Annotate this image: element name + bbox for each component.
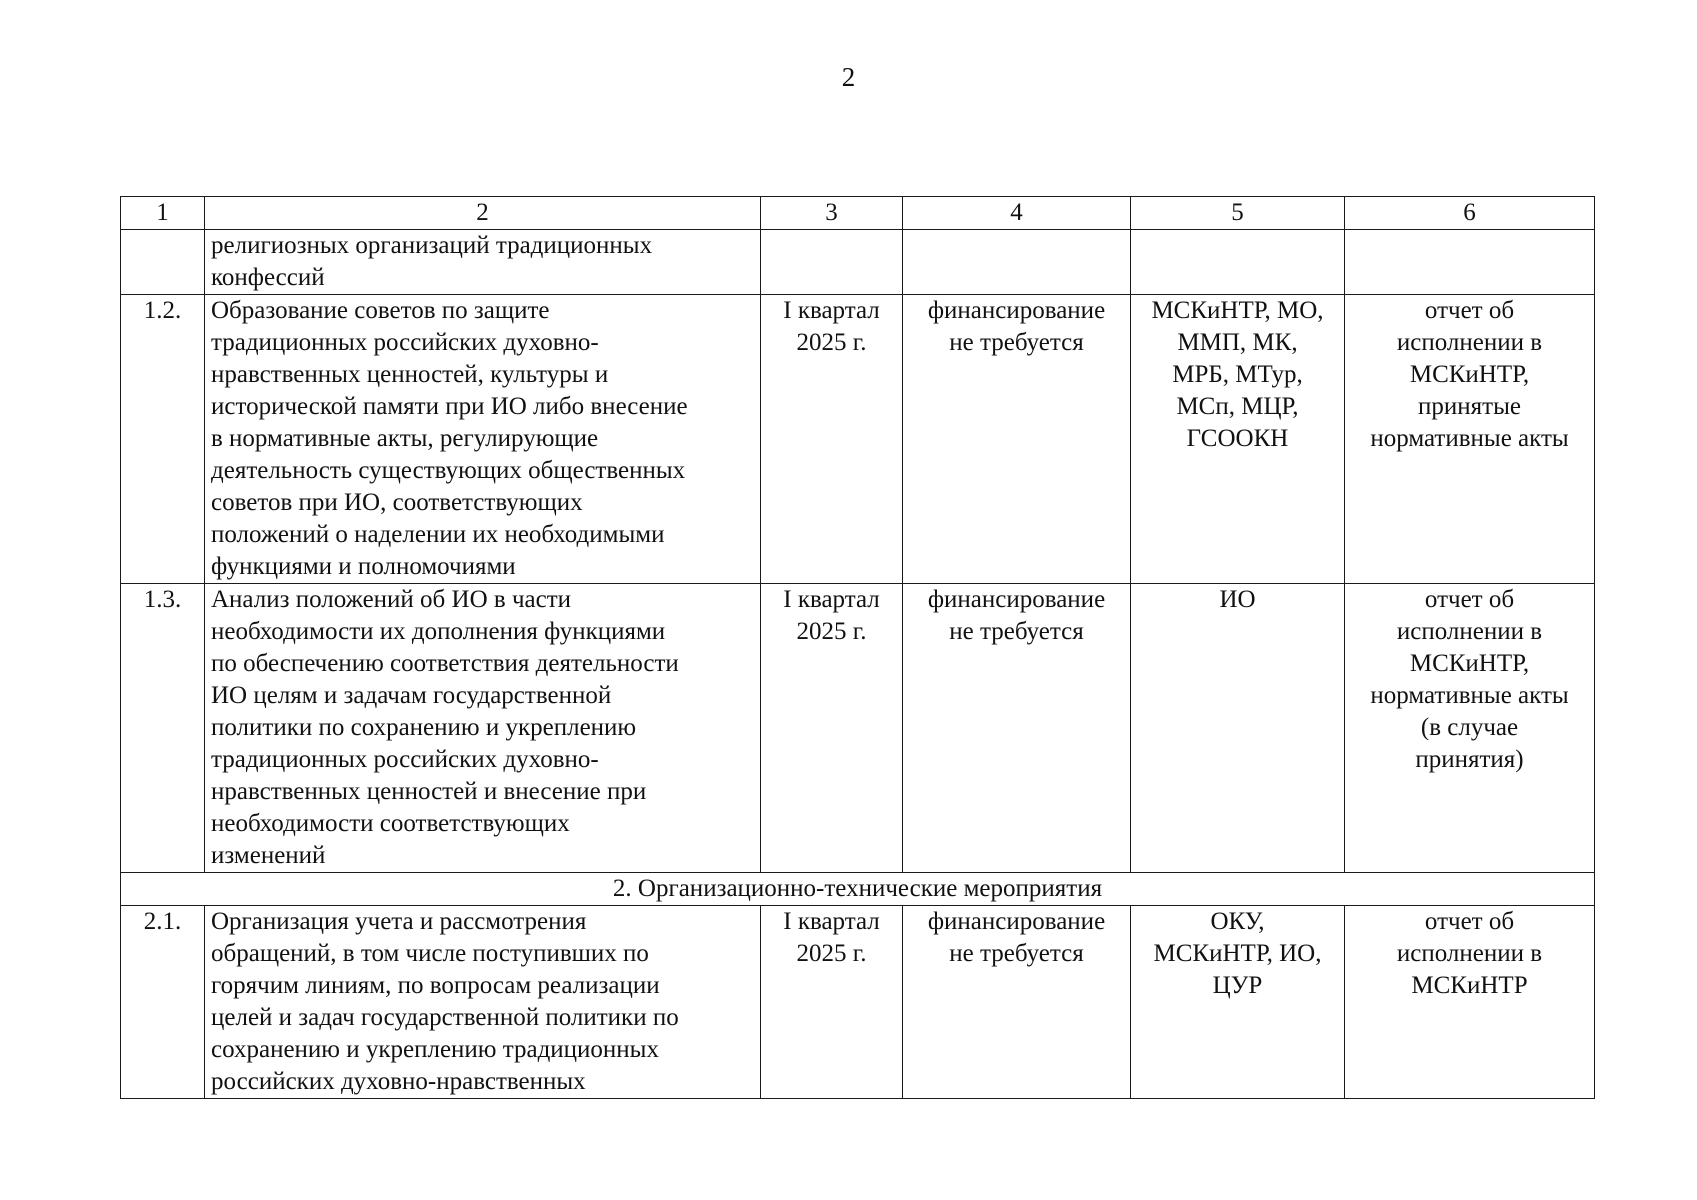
financing-line: не требуется — [949, 940, 1084, 967]
row-period — [761, 230, 903, 295]
row-period — [761, 584, 903, 873]
financing-line: финансирование — [927, 586, 1106, 613]
row-executors — [1131, 584, 1345, 873]
header-col-1: 1 — [121, 197, 205, 230]
description-line: Анализ положений об ИО в части — [211, 586, 572, 613]
financing-line: не требуется — [949, 618, 1084, 645]
table-row-2-1 — [121, 906, 1595, 1099]
header-col-4: 4 — [903, 197, 1131, 230]
executors-line: ГСООКН — [1186, 425, 1289, 452]
description-line: нравственных ценностей и внесение при — [211, 778, 647, 805]
description-line: положений о наделении их необходимыми — [211, 521, 665, 548]
executors-line: ММП, МК, — [1177, 329, 1298, 356]
executors-line: МСКиНТР, МО, — [1151, 297, 1324, 324]
row-description — [205, 230, 761, 295]
table-row-continuation — [121, 230, 1595, 295]
result-line: отчет об — [1424, 297, 1515, 324]
row-financing — [903, 295, 1131, 584]
executors-line: ИО — [1219, 586, 1256, 613]
executors-line: ОКУ, — [1210, 908, 1265, 935]
period-line: I квартал — [783, 908, 880, 935]
header-row — [121, 197, 1595, 230]
header-col-2: 2 — [205, 197, 761, 230]
financing-line: не требуется — [949, 329, 1084, 356]
row-result — [1345, 230, 1595, 295]
header-col-6: 6 — [1345, 197, 1595, 230]
result-line: принятые — [1418, 393, 1521, 420]
row-result — [1345, 295, 1595, 584]
description-line: обращений, в том числе поступивших по — [211, 940, 649, 967]
description-line: религиозных организаций традиционных — [211, 232, 653, 259]
section-heading-row — [121, 873, 1595, 906]
result-line: исполнении в — [1396, 940, 1543, 967]
description-line: политики по сохранению и укреплению — [211, 714, 637, 741]
period-line: 2025 г. — [796, 940, 867, 967]
description-line: изменений — [211, 842, 326, 869]
executors-line: МРБ, МТур, — [1172, 361, 1303, 388]
row-period — [761, 295, 903, 584]
row-executors — [1131, 295, 1345, 584]
period-line: I квартал — [783, 297, 880, 324]
header-col-3: 3 — [761, 197, 903, 230]
table-row-1-2 — [121, 295, 1595, 584]
description-line: необходимости их дополнения функциями — [211, 618, 666, 645]
action-plan-table — [120, 196, 1595, 1099]
result-line: МСКиНТР, — [1409, 650, 1530, 677]
result-line: отчет об — [1424, 586, 1515, 613]
description-line: советов при ИО, соответствующих — [211, 489, 583, 516]
row-description — [205, 295, 761, 584]
row-financing — [903, 906, 1131, 1099]
period-line: I квартал — [783, 586, 880, 613]
description-line: нравственных ценностей, культуры и — [211, 361, 609, 388]
description-line: необходимости соответствующих — [211, 810, 570, 837]
period-line: 2025 г. — [796, 329, 867, 356]
result-line: исполнении в — [1396, 618, 1543, 645]
description-line: целей и задач государственной политики по — [211, 1004, 679, 1031]
row-number: 1.3. — [121, 584, 205, 873]
description-line: ИО целям и задачам государственной — [211, 682, 612, 709]
description-line: российских духовно-нравственных — [211, 1068, 586, 1095]
result-line: нормативные акты — [1370, 425, 1569, 452]
row-description — [205, 584, 761, 873]
financing-line: финансирование — [927, 908, 1106, 935]
row-financing — [903, 230, 1131, 295]
row-period — [761, 906, 903, 1099]
description-line: горячим линиям, по вопросам реализации — [211, 972, 660, 999]
section-title: 2. Организационно-технические мероприятия — [121, 873, 1595, 906]
row-executors — [1131, 906, 1345, 1099]
description-line: традиционных российских духовно- — [211, 746, 599, 773]
header-col-5: 5 — [1131, 197, 1345, 230]
row-result — [1345, 906, 1595, 1099]
description-line: Образование советов по защите — [211, 297, 550, 324]
row-number — [121, 230, 205, 295]
executors-line: МСКиНТР, ИО, — [1153, 940, 1322, 967]
row-description — [205, 906, 761, 1099]
result-line: (в случае — [1420, 714, 1519, 741]
executors-line: МСп, МЦР, — [1176, 393, 1299, 420]
description-line: по обеспечению соответствия деятельности — [211, 650, 679, 677]
description-line: функциями и полномочиями — [211, 553, 516, 580]
description-line: Организация учета и рассмотрения — [211, 908, 587, 935]
description-line: традиционных российских духовно- — [211, 329, 599, 356]
description-line: в нормативные акты, регулирующие — [211, 425, 599, 452]
result-line: принятия) — [1415, 746, 1524, 773]
page-number: 2 — [841, 62, 856, 92]
result-line: нормативные акты — [1370, 682, 1569, 709]
result-line: МСКиНТР, — [1409, 361, 1530, 388]
result-line: МСКиНТР — [1411, 972, 1528, 999]
row-executors — [1131, 230, 1345, 295]
description-line: исторической памяти при ИО либо внесение — [211, 393, 688, 420]
row-number: 2.1. — [121, 906, 205, 1099]
executors-line: ЦУР — [1212, 972, 1263, 999]
description-line: деятельность существующих общественных — [211, 457, 686, 484]
row-number: 1.2. — [121, 295, 205, 584]
row-financing — [903, 584, 1131, 873]
description-line: конфессий — [211, 264, 325, 291]
row-result — [1345, 584, 1595, 873]
financing-line: финансирование — [927, 297, 1106, 324]
description-line: сохранению и укреплению традиционных — [211, 1036, 659, 1063]
table-row-1-3 — [121, 584, 1595, 873]
result-line: исполнении в — [1396, 329, 1543, 356]
result-line: отчет об — [1424, 908, 1515, 935]
period-line: 2025 г. — [796, 618, 867, 645]
